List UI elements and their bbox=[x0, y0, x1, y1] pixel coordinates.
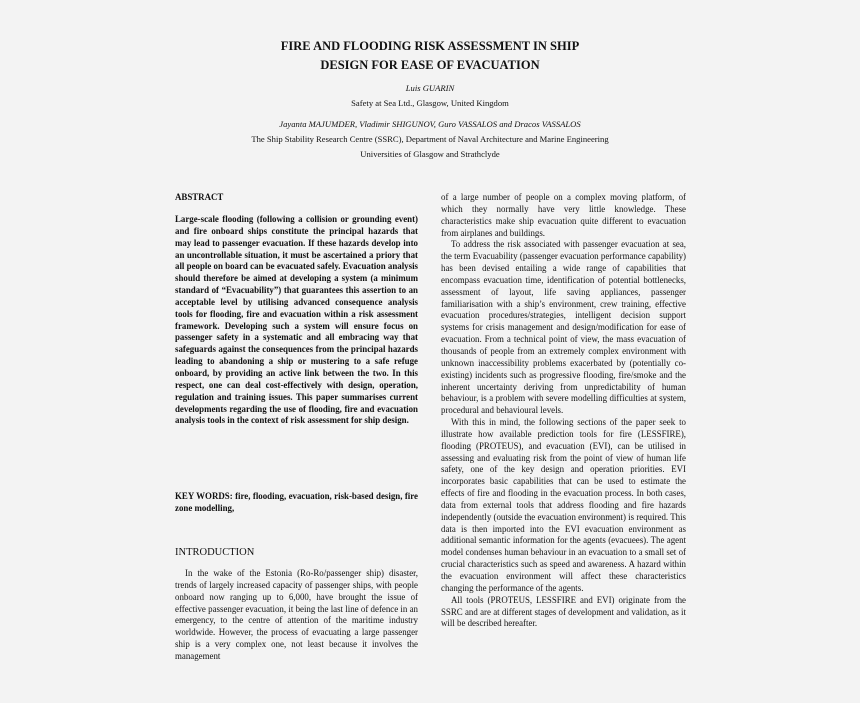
title-line-1: FIRE AND FLOODING RISK ASSESSMENT IN SHIP bbox=[280, 39, 580, 53]
abstract-body bbox=[175, 214, 418, 427]
paper-title bbox=[0, 37, 860, 75]
affiliation-2-line-2: Universities of Glasgow and Strathclyde bbox=[360, 149, 500, 159]
introduction-heading: INTRODUCTION bbox=[175, 547, 255, 558]
affiliation-1: Safety at Sea Ltd., Glasgow, United Kingdom bbox=[351, 98, 509, 108]
keywords bbox=[175, 491, 418, 515]
authors-2: Jayanta MAJUMDER, Vladimir SHIGUNOV, Guro VASSALOS and Dracos VASSALOS bbox=[279, 119, 581, 129]
right-column bbox=[441, 192, 686, 630]
author-1: Luis GUARIN bbox=[405, 83, 455, 93]
title-line-2: DESIGN FOR EASE OF EVACUATION bbox=[320, 58, 540, 72]
right-paragraph-continued: of a large number of people on a complex moving platform, of which they normally have very little knowledge. These characteristics make ship evacuation quite different to evacuation from airplanes and buildings. bbox=[441, 192, 686, 238]
abstract-heading: ABSTRACT bbox=[175, 192, 224, 202]
abstract-text: Large-scale flooding (following a collision or grounding event) and fire onboard ships constitute the principal hazards that may lead to passenger evacuation. If these hazards develop into an uncontrollable situation, it must be ascertained a priory that all people on board can be evacuated safely. Evacuation analysis should therefore be aimed at developing a system (a minimum standard of “Evacuability”) that guarantees this assertion to an acceptable level by utilising advanced consequence analysis tools for flooding, fire and evacuation within a risk assessment framework. Developing such a system will ensure focus on passenger safety in a systematic and all embracing way that safeguards against the consequences from the principal hazards leading to abandoning a ship or mustering to a safe refuge onboard, by providing an active link between the two. In this respect, one can deal cost-effectively with design, operation, regulation and training issues. This paper summarises current developments regarding the use of flooding, fire and evacuation analysis tools in the context of risk assessment for ship design. bbox=[175, 214, 418, 426]
right-paragraph-4: All tools (PROTEUS, LESSFIRE and EVI) originate from the SSRC and are at different stages of development and validation, as it will be described hereafter. bbox=[441, 594, 686, 629]
right-paragraph-3: With this in mind, the following sections of the paper seek to illustrate how available prediction tools for fire (LESSFIRE), flooding (PROTEUS), and evacuation (EVI), can be utilised in assessing and evaluating risk from the point of view of human life safety, one of the key design and operation priorities. EVI incorporates basic capabilities that can be used to estimate the effects of fire and flooding in the evacuation process. In both cases, data from external tools that address flooding and fire hazards independently (outside the evacuation environment) is required. This data is then imported into the EVI evacuation environment as additional semantic information for the agents (evacuees). The agent model condenses human behaviour in an evacuation to a small set of crucial characteristics such as speed and awareness. A hazard within the evacuation environment will affect these characteristics changing the performance of the agents. bbox=[441, 417, 686, 593]
introduction-body bbox=[175, 568, 418, 663]
introduction-paragraph-1: In the wake of the Estonia (Ro-Ro/passenger ship) disaster, trends of largely increased capacity of passenger ships, with people onboard now ranging up to 6,000, have brought the issue of effective passenger evacuation, it being the last line of defence in an emergency, to the centre of attention of the maritime industry worldwide. However, the process of evacuating a large passenger ship is a very complex one, not least because it involves the management bbox=[175, 568, 418, 661]
right-paragraph-2: To address the risk associated with passenger evacuation at sea, the term Evacuability (passenger evacuation performance capability) has been devised entailing a wide range of capabilities that encompass evacuation time, identification of potential bottlenecks, assessment of layout, life saving appliances, passenger familiarisation with a ship’s environment, crew training, effective evacuation procedures/strategies, intelligent decision support systems for crisis management and design/modification for ease of evacuation. From a technical point of view, the mass evacuation of thousands of people from an extremely complex environment with unknown inaccessibility problems exacerbated by (potentially co-existing) incidents such as progressive flooding, fire/smoke and the inherent uncertainty deriving from unpredictability of human behaviour, is a problem with severe modelling difficulties at system, procedural and behavioural levels. bbox=[441, 239, 686, 416]
affiliation-2-line-1: The Ship Stability Research Centre (SSRC), Department of Naval Architecture and Marine Engineering bbox=[251, 134, 609, 144]
keywords-text: KEY WORDS: fire, flooding, evacuation, risk-based design, fire zone modelling, bbox=[175, 491, 418, 513]
